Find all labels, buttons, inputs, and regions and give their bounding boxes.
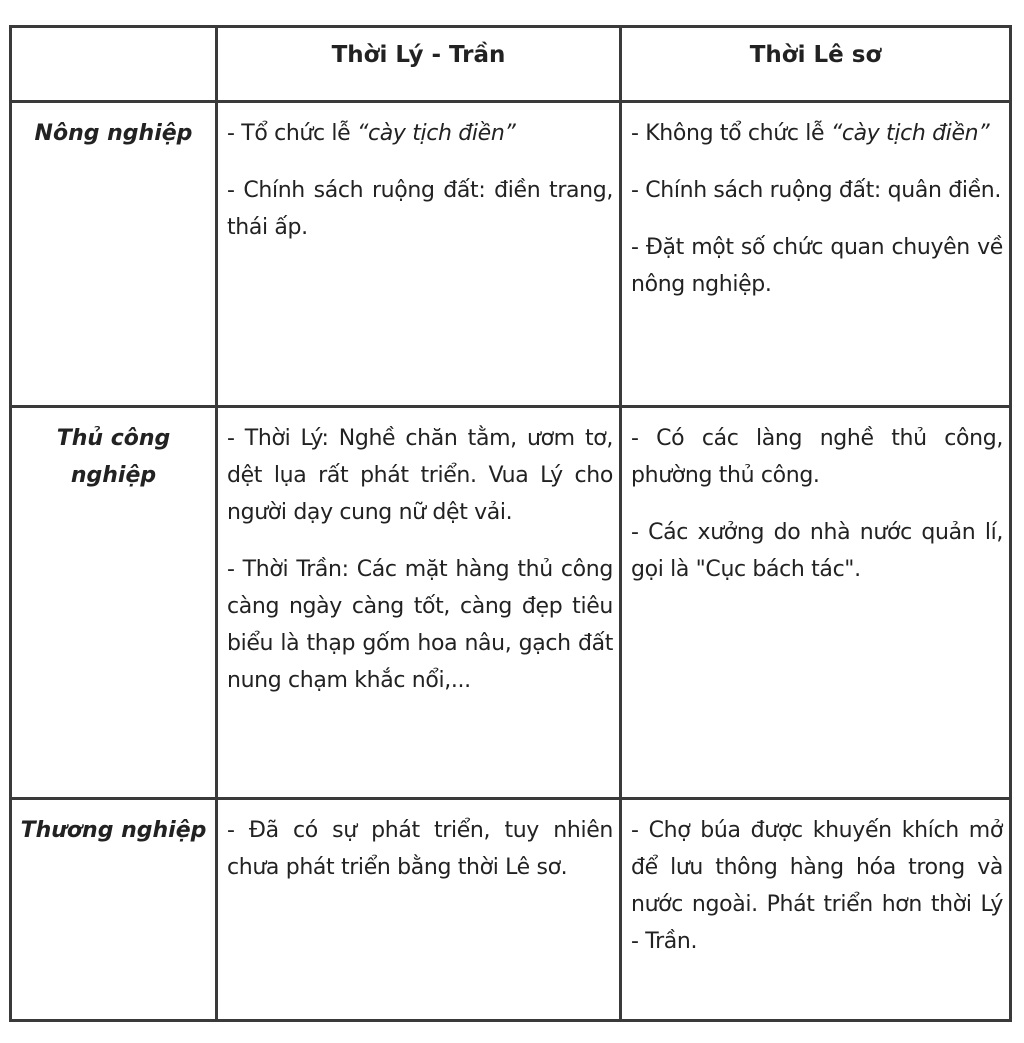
paragraph: - Đặt một số chức quan chuyên về nông nghiệp. <box>631 235 1003 297</box>
cell-thuong-nghiep-le-so <box>622 800 1012 1022</box>
cell-thu-cong-nghiep-le-so <box>622 408 1012 800</box>
paragraph: - Thời Lý: Nghề chăn tằm, ươm tơ, dệt lụa rất phát triển. Vua Lý cho người dạy cung nữ dệt vải. <box>227 426 613 525</box>
comparison-table <box>9 25 1012 1022</box>
paragraph: - Các xưởng do nhà nước quản lí, gọi là "Cục bách tác". <box>631 520 1003 582</box>
paragraph <box>631 115 1003 152</box>
header-ly-tran: Thời Lý - Trần <box>218 25 622 103</box>
paragraph: - Chính sách ruộng đất: quân điền. <box>631 178 1002 203</box>
text: - Tổ chức lễ <box>227 121 357 146</box>
paragraph: - Có các làng nghề thủ công, phường thủ công. <box>631 426 1003 488</box>
paragraph <box>227 115 613 152</box>
cell-thuong-nghiep-ly-tran <box>218 800 622 1022</box>
quote-text: “cày tịch điền” <box>830 121 990 146</box>
cell-nong-nghiep-le-so <box>622 103 1012 408</box>
header-cell-empty <box>9 25 218 103</box>
paragraph: - Đã có sự phát triển, tuy nhiên chưa phát triển bằng thời Lê sơ. <box>227 818 613 880</box>
paragraph: - Chợ búa được khuyến khích mở để lưu thông hàng hóa trong và nước ngoài. Phát triển hơn thời Lý - Trần. <box>631 818 1003 954</box>
row-label-thu-cong-nghiep: Thủ công nghiệp <box>9 408 218 800</box>
cell-thu-cong-nghiep-ly-tran <box>218 408 622 800</box>
quote-text: “cày tịch điền” <box>357 121 516 146</box>
header-le-so: Thời Lê sơ <box>622 25 1012 103</box>
row-label-thuong-nghiep: Thương nghiệp <box>9 800 218 1022</box>
paragraph: - Thời Trần: Các mặt hàng thủ công càng ngày càng tốt, càng đẹp tiêu biểu là thạp gốm hoa nâu, gạch đất nung chạm khắc nổi,... <box>227 557 613 693</box>
paragraph: - Chính sách ruộng đất: điền trang, thái ấp. <box>227 178 613 240</box>
text: - Không tổ chức lễ <box>631 121 831 146</box>
cell-nong-nghiep-ly-tran <box>218 103 622 408</box>
row-label-nong-nghiep: Nông nghiệp <box>9 103 218 408</box>
